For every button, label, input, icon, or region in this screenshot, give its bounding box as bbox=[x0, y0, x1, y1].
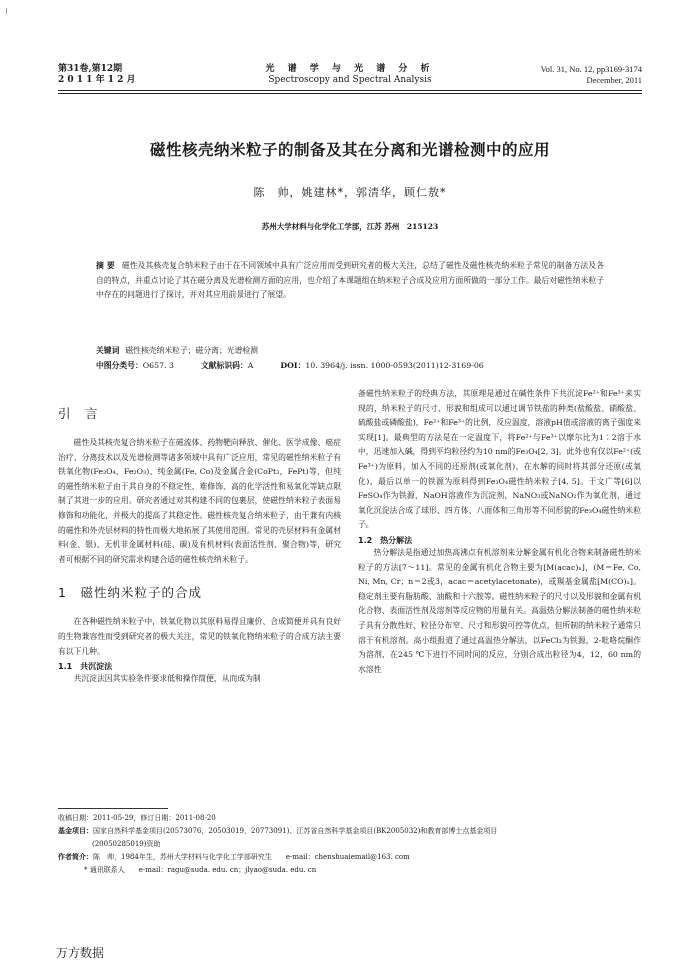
volume-pages: Vol. 31, No. 12, pp3169-3174 bbox=[540, 64, 642, 74]
abstract-text: 磁性及其核壳复合纳米粒子由于在不同领域中具有广泛应用而受到研究者的极大关注，总结了磁性及磁性核壳纳米粒子常见的制备方法及各自的特点，并重点讨论了其在磁分离及光谱检测方面的应用，也介绍了本课题组在纳米粒子合成及应用方面所做的一部分工作。最后对磁性纳米粒子中存在的问题进行了探讨，并对其应用前景进行了展望。 bbox=[96, 261, 605, 300]
doi-label: DOI： bbox=[280, 361, 306, 370]
keywords-text: 磁性核壳纳米粒子；磁分离；光谱检测 bbox=[125, 346, 258, 355]
affiliation: 苏州大学材料与化学化工学部，江苏 苏州 215123 bbox=[261, 222, 439, 231]
right-column bbox=[358, 387, 641, 677]
intro-heading: 引 言 bbox=[58, 406, 99, 421]
footnote-fund-cont: (20050285019)资助 bbox=[92, 840, 161, 848]
keywords bbox=[96, 344, 604, 359]
doc-code-value: A bbox=[247, 361, 254, 370]
fund-label: 基金项目： bbox=[58, 826, 93, 835]
issue-info bbox=[58, 64, 136, 86]
scan-mark bbox=[6, 8, 7, 14]
volume-info bbox=[541, 64, 642, 86]
intro-paragraph: 磁性及其核壳复合纳米粒子在磁流体、药物靶向释放、催化、医学成像、癌症治疗、分离技术以及光谱检测等诸多领域中具有广泛应用，常见的磁性纳米粒子有铁氧化物(Fe₃O₄，Fe₂O₃)、纯金属(Fe, Co)及金属合金(CoPt₃，FePt)等，但纯的磁性纳米粒子由于其自身的不稳定性、难修饰、高的化学活性和易氧化等缺点限制了其进一步的应用。研究者通过对其构建不同的包裹层，使磁性纳米粒子表面易修饰和功能化，并极大的提高了其稳定性。磁性核壳复合纳米粒子，由于兼有内核的磁性和外壳层材料的特性而极大地拓展了其使用范围。常见的壳层材料有金属材料(金、银)、无机非金属材料(硅、碳)及有机材料(表面活性剂、聚合物)等，研究者可根据不同的研究需求构建合适的磁性核壳纳米粒子。 bbox=[58, 438, 341, 564]
header-rule-thin bbox=[58, 93, 642, 94]
doc-code-label: 文献标识码： bbox=[200, 361, 248, 370]
paper-title: 磁性核壳纳米粒子的制备及其在分离和光谱检测中的应用 bbox=[149, 140, 550, 159]
right-paragraph-1: 备磁性纳米粒子的经典方法，其原理是通过在碱性条件下共沉淀Fe²⁺和Fe³⁺来实现的，纳米粒子的尺寸、形貌和组成可以通过调节铁盐的种类(盐酸盐、硝酸盐、硫酸盐或磷酸盐)，Fe²⁺和Fe³⁺的比例，反应温度，溶液pH值或溶液的离子强度来实现[1]。最典型的方法是在一定温度下，将Fe²⁺与Fe³⁺以摩尔比为1∶2溶于水中，迅速加入碱，得到平均粒径约为10 nm的Fe₃O₄[2, 3]。此外也有仅以Fe²⁺(或Fe³⁺)为原料，加入不同的还原剂(或氧化剂)，在水解的同时将其部分还原(或氧化)，最后以单一的铁源为原料得到Fe₃O₄磁性纳米粒子[4, 5]。于文广等[6]以FeSO₄作为铁源，NaOH溶液作为沉淀剂，NaNO₃或NaNO₂作为氧化剂，通过氧化沉淀法合成了球形、四方体、八面体和三角形等不同形貌的Fe₃O₄磁性纳米粒子。 bbox=[358, 389, 641, 530]
clc-value: O657. 3 bbox=[142, 361, 174, 370]
bio-text: 陈 帅，1984年生，苏州大学材料与化学化工学部研究生 e-mail：chenshuaiemail@163. com bbox=[93, 853, 410, 861]
volume-date: December, 2011 bbox=[586, 75, 642, 85]
footnote-bio bbox=[58, 851, 642, 863]
issue-date: 2 0 1 1 年 1 2 月 bbox=[58, 75, 136, 85]
watermark: 万方数据 bbox=[56, 946, 105, 960]
bio-label: 作者简介： bbox=[58, 852, 93, 861]
abstract-label: 摘要 bbox=[96, 261, 118, 270]
author-list: 陈 帅，姚建林*，郭清华，顾仁敖* bbox=[253, 186, 447, 199]
classification-line bbox=[96, 359, 604, 374]
journal-name-en: Spectroscopy and Spectral Analysis bbox=[268, 75, 432, 85]
doi-value: 10. 3964/j. issn. 1000-0593(2011)12-3169-06 bbox=[305, 361, 484, 370]
subsection-1-1-paragraph: 共沉淀法因其实验条件要求低和操作简便，从而成为制 bbox=[73, 674, 261, 684]
section-1-heading: 1 磁性纳米粒子的合成 bbox=[58, 585, 202, 601]
journal-name-cn: 光 谱 学 与 光 谱 分 析 bbox=[265, 64, 435, 74]
section-1-paragraph: 在各种磁性纳米粒子中，铁氧化物以其原料易得且廉价、合成简便并具有良好的生物兼容性而受到研究者的极大关注，常见的铁氧化物纳米粒子的合成方法主要有以下几种。 bbox=[58, 617, 341, 656]
subsection-1-2-heading: 1.2 热分解法 bbox=[358, 535, 413, 545]
keywords-label: 关键词 bbox=[96, 346, 120, 355]
journal-name bbox=[230, 64, 470, 86]
footnote-fund bbox=[58, 825, 642, 837]
fund-text: 国家自然科学基金项目(20573076，20503019，20773091)、江苏省自然科学基金项目(BK2005032)和教育部博士点基金项目 bbox=[93, 827, 498, 835]
footnote-rule bbox=[58, 808, 168, 809]
subsection-1-1-heading: 1.1 共沉淀法 bbox=[58, 662, 113, 672]
clc-label: 中图分类号： bbox=[96, 361, 143, 370]
subsection-1-2-paragraph: 热分解法是指通过加热高沸点有机溶剂来分解金属有机化合物来制备磁性纳米粒子的方法[7～11]。常见的金属有机化合物主要为[M(acac)ₙ]，(M＝Fe, Co, Ni, Mn, Cr；n＝2或3，acac＝acetylacetonate)，或羰基金属盐[M(CO)ₓ]。稳定剂主要有脂肪酸、油酸和十六胺等。磁性纳米粒子的尺寸以及形貌和金属有机化合物、表面活性剂及溶剂等反应物的用量有关。高温热分解法制备的磁性纳米粒子具有分散性好、粒径分布窄、尺寸和形貌可控等优点，但所制的纳米粒子通常只溶于有机溶剂。高小组报道了通过高温热分解法，以FeCl₃为铁源，2-吡咯烷酮作为溶剂，在245 ℃下进行不同时间的反应，分别合成出粒径为4，12，60 nm的水溶性 bbox=[358, 547, 641, 674]
header-rule-thick bbox=[58, 90, 642, 91]
left-column bbox=[58, 404, 341, 687]
abstract bbox=[96, 259, 604, 303]
issue-volume: 第31卷,第12期 bbox=[58, 64, 123, 74]
footnote-received: 收稿日期：2011-05-29，修订日期：2011-08-20 bbox=[58, 814, 216, 822]
footnote-corresponding: * 通讯联系人 e-mail：ragu@suda. edu. cn；jlyao@suda. edu. cn bbox=[84, 866, 317, 874]
